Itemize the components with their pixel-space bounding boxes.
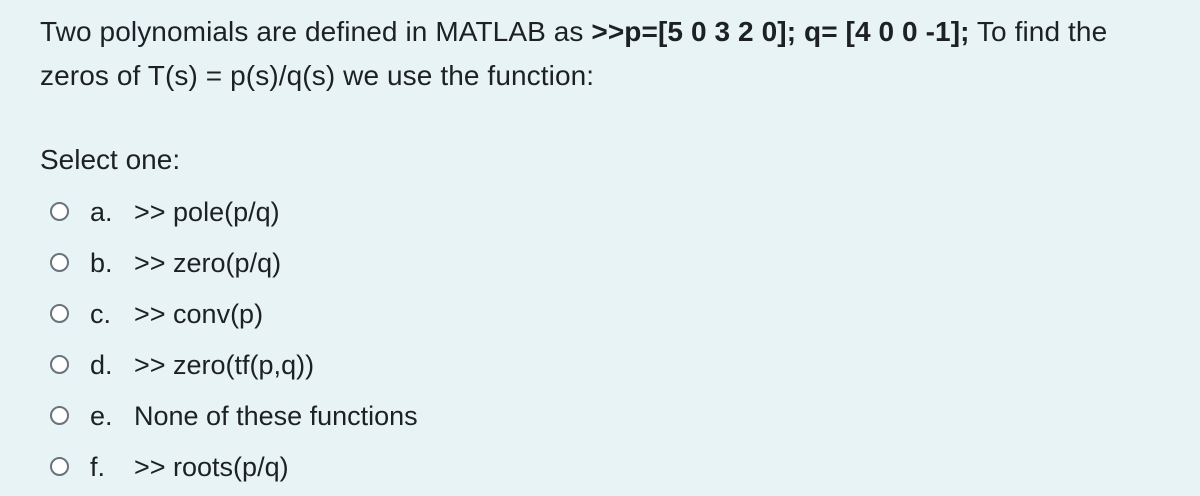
option-text: >> zero(p/q) — [134, 247, 282, 278]
answer-option-d[interactable] — [50, 339, 750, 390]
option-text: >> zero(tf(p,q)) — [134, 349, 315, 380]
radio-button-icon[interactable] — [50, 406, 69, 425]
radio-button-icon[interactable] — [50, 457, 69, 476]
select-prompt: Select one: — [40, 144, 181, 175]
radio-button-icon[interactable] — [50, 304, 69, 323]
radio-button-icon[interactable] — [50, 253, 69, 272]
option-letter: e. — [90, 400, 113, 431]
option-letter: d. — [90, 349, 113, 380]
question-line-1-prefix: Two polynomials are defined in MATLAB as — [40, 16, 592, 47]
option-letter: f. — [90, 451, 106, 482]
question-line-1-suffix: To find the — [969, 16, 1108, 47]
option-letter: b. — [90, 247, 113, 278]
answer-option-b[interactable] — [50, 237, 750, 288]
question-code: >>p=[5 0 3 2 0]; q= [4 0 0 -1]; — [591, 16, 970, 47]
option-text: >> roots(p/q) — [134, 451, 289, 482]
question-line-1 — [40, 10, 1160, 54]
option-text: None of these functions — [134, 400, 418, 431]
question-text — [40, 10, 1160, 98]
answer-option-f[interactable] — [50, 441, 750, 492]
answer-options — [50, 186, 750, 492]
option-text: >> conv(p) — [134, 298, 264, 329]
answer-option-c[interactable] — [50, 288, 750, 339]
answer-option-a[interactable] — [50, 186, 750, 237]
answer-option-e[interactable] — [50, 390, 750, 441]
option-text: >> pole(p/q) — [134, 196, 280, 227]
option-letter: c. — [90, 298, 112, 329]
radio-button-icon[interactable] — [50, 355, 69, 374]
radio-button-icon[interactable] — [50, 202, 69, 221]
option-letter: a. — [90, 196, 113, 227]
question-line-2: zeros of T(s) = p(s)/q(s) we use the function: — [40, 60, 595, 91]
